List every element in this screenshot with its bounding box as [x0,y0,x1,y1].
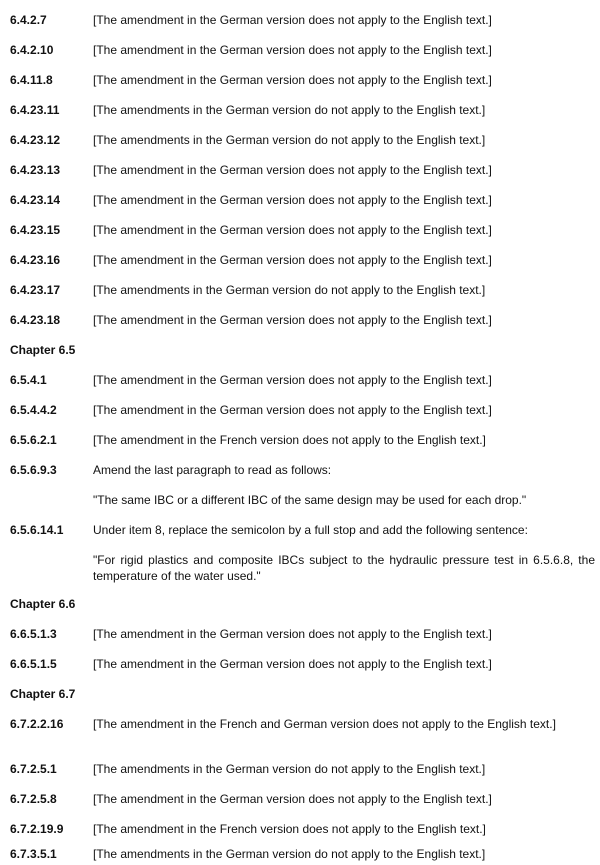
entry-number: 6.5.4.4.2 [10,403,57,417]
entry-number: 6.6.5.1.5 [10,657,57,671]
entry-text: [The amendment in the German version does not apply to the English text.] [93,43,492,57]
entry-number: 6.5.6.9.3 [10,463,57,477]
entry-number: 6.7.2.5.8 [10,792,57,806]
entry-text: [The amendment in the French version does not apply to the English text.] [93,433,486,447]
entry-text: [The amendment in the German version does not apply to the English text.] [93,792,492,806]
entry-number: 6.7.2.19.9 [10,822,64,836]
entry-number: 6.4.11.8 [10,73,53,87]
entry-text: [The amendment in the German version does not apply to the English text.] [93,193,492,207]
quoted-text: "For rigid plastics and composite IBCs subject to the hydraulic pressure test in 6.5.6.8, the temperature of the water used." [93,553,595,583]
entry-number: 6.4.2.10 [10,43,54,57]
quoted-text: "The same IBC or a different IBC of the same design may be used for each drop." [93,493,527,507]
entry-text: [The amendment in the German version does not apply to the English text.] [93,657,492,671]
entry-text: [The amendment in the German version does not apply to the English text.] [93,253,492,267]
entry-text: Under item 8, replace the semicolon by a full stop and add the following sentence: [93,523,528,537]
entry-number: 6.7.2.5.1 [10,762,57,776]
entry-text: [The amendment in the French version does not apply to the English text.] [93,822,486,836]
chapter-heading: Chapter 6.5 [10,343,76,357]
entry-number: 6.6.5.1.3 [10,627,57,641]
entry-number: 6.5.6.2.1 [10,433,57,447]
entry-text: [The amendments in the German version do not apply to the English text.] [93,103,486,117]
entry-number: 6.5.4.1 [10,373,47,387]
chapter-heading: Chapter 6.6 [10,597,76,611]
entry-text: [The amendment in the German version does not apply to the English text.] [93,13,492,27]
entry-text: Amend the last paragraph to read as follows: [93,463,332,477]
entry-number: 6.5.6.14.1 [10,523,64,537]
entry-text: [The amendments in the German version do not apply to the English text.] [93,847,486,861]
entry-number: 6.4.23.14 [10,193,61,207]
entry-text: [The amendment in the French and German version does not apply to the English text.] [93,717,556,731]
entry-number: 6.7.2.2.16 [10,717,64,731]
entry-number: 6.4.23.16 [10,253,61,267]
entry-number: 6.4.23.13 [10,163,61,177]
entry-number: 6.7.3.5.1 [10,847,57,861]
entry-number: 6.4.23.18 [10,313,61,327]
entry-text: [The amendments in the German version do not apply to the English text.] [93,762,486,776]
entry-number: 6.4.23.17 [10,283,61,297]
entry-text: [The amendments in the German version do not apply to the English text.] [93,283,486,297]
entry-number: 6.4.23.11 [10,103,60,117]
entry-text: [The amendment in the German version does not apply to the English text.] [93,223,492,237]
entry-text: [The amendment in the German version does not apply to the English text.] [93,163,492,177]
chapter-heading: Chapter 6.7 [10,687,76,701]
entry-number: 6.4.2.7 [10,13,47,27]
entry-text: [The amendment in the German version does not apply to the English text.] [93,627,492,641]
entry-number: 6.4.23.12 [10,133,61,147]
entry-text: [The amendments in the German version do not apply to the English text.] [93,133,486,147]
entry-text: [The amendment in the German version does not apply to the English text.] [93,373,492,387]
entry-text: [The amendment in the German version does not apply to the English text.] [93,73,492,87]
entry-text: [The amendment in the German version does not apply to the English text.] [93,403,492,417]
entry-number: 6.4.23.15 [10,223,61,237]
entry-text: [The amendment in the German version does not apply to the English text.] [93,313,492,327]
